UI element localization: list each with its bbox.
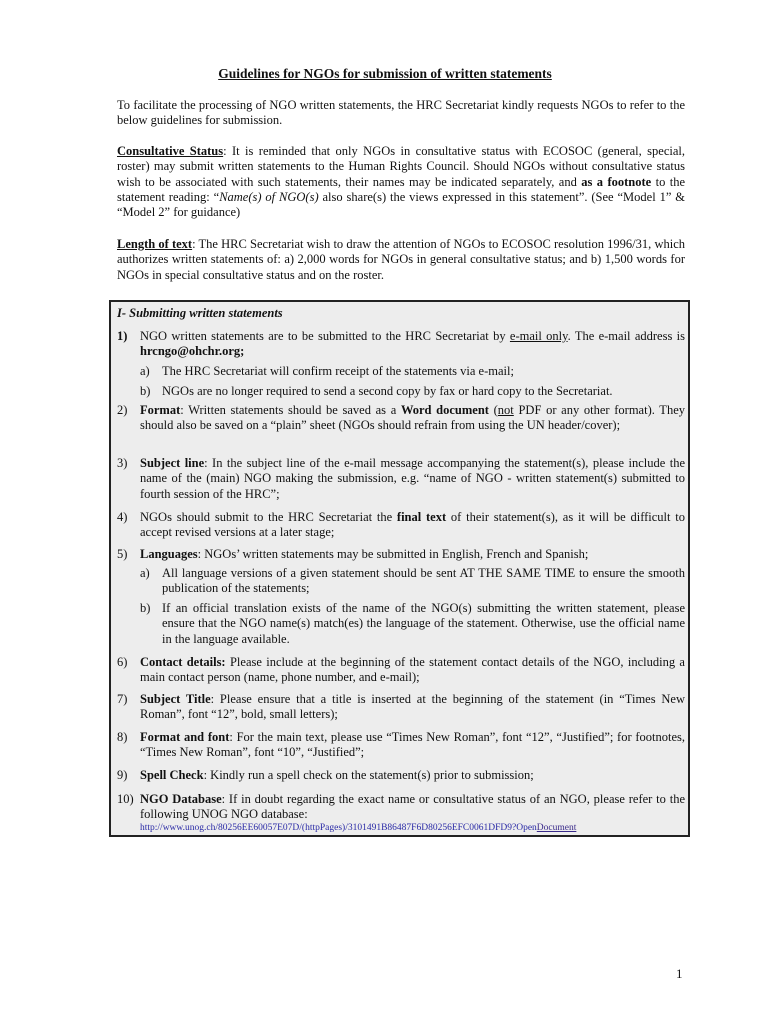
length-of-text-heading: Length of text — [117, 237, 193, 251]
document-page: Guidelines for NGOs for submission of written statements To facilitate the processing of NGO written statements, the HRC Secretariat kindly requests NGOs to refer to the below guidelines for submission. Consultative Status: It is reminded that only NGOs in consultative status with ECOSOC (general, special, roster) may submit written statements to the Human Rights Council. Should NGOs without consultative status wish to be associated with such statements, their names may be indicated separately, and as a footnote to the statement reading: “Name(s) of NGO(s) also share(s) the views expressed in this statement”. (See “Model 1” & “Model 2” for guidance) Length of text: The HRC Secretariat wish to draw the attention of NGOs to ECOSOC resolution 1996/31, which authorizes written statements of: a) 2,000 words for NGOs in general consultative status; and b) 1,500 words for NGOs in special consultative status and on the roster. I- Submitting written statements 1) NGO written statements are to be submitted to the HRC Secretariat by e-mail only. The e-mail address is hrcngo@ohchr.org; a) The HRC Secretariat will confirm receipt of the statements via e-mail; b) NGOs are no longer required to send a second copy by fax or hard copy to the Secretariat. 2) Format: Written statements should be saved as a Word document (not PDF or any other format). They should also be saved on a “plain” sheet (NGOs should refrain from using the UN header/cover); 3) Subject line: In the subject line of the e-mail message accompanying the statement(s), please include the name of the (main) NGO making the submission, e.g. “name of NGO - written statement(s) submitted to fourth session of the HRC”; 4) NGOs should submit to the HRC Secretariat the final text of their statement(s), as it will be difficult to accept revised versions at a later stage; 5) Languages: NGOs’ written statements may be submitted in English, French and Spanish; a) All language versions of a given statement should be sent AT THE SAME TIME to ensure the smooth publication of the statements; b) If an official translation exists of the name of the NGO(s) submitting the written statement, please ensure that the NGO name(s) match(es) the language of the statement. Otherwise, use the official name in the language available. 6) Contact details: Please include at the beginning of the statement contact details of the NGO, including a main contact person (name, phone number, and e-mail); 7) Subject Title: Please ensure that a title is inserted at the beginning of the statement (in “Times New Roman”, font “12”, bold, small letters); 8) Format and font: For the main text, please use “Times New Roman”, font “12”, “Justified”; for footnotes, “Times New Roman”, font “10”, “Justified”; 9) Spell Check: Kindly run a spell check on the statement(s) prior to submission; 10) NGO Database: If in doubt regarding the exact name or consultative status of an NGO, please refer to the following UNOG NGO database: http://www.unog.ch/80256EE60057E07D/(httpPages)/3101491B86487F6D80256EFC0061DFD9?OpenDocument 1 — [0, 0, 770, 1024]
consultative-status-heading: Consultative Status — [117, 144, 224, 158]
page-number: 1 — [676, 966, 683, 981]
ngo-database-link[interactable]: http://www.unog.ch/80256EE60057E07D/(httpPages)/3101491B86487F6D80256EFC0061DFD9?OpenDocument — [140, 823, 577, 833]
intro-paragraph: To facilitate the processing of NGO written statements, the HRC Secretariat kindly requests NGOs to refer to the below guidelines for submission. — [117, 98, 685, 128]
page-title: Guidelines for NGOs for submission of written statements — [218, 66, 552, 81]
email-address[interactable]: hrcngo@ohchr.org; — [140, 344, 245, 359]
consultative-status-paragraph: Consultative Status: It is reminded that only NGOs in consultative status with ECOSOC (general, special, roster) may submit written statements to the Human Rights Council. Should NGOs without consultative status wish to be associated with such statements, their names may be indicated separately, and as a footnote to the statement reading: “Name(s) of NGO(s) also share(s) the views expressed in this statement”. (See “Model 1” & “Model 2” for guidance) — [117, 144, 685, 220]
box-title: I- Submitting written statements — [117, 306, 283, 320]
email-only-link[interactable]: e-mail only — [509, 329, 568, 343]
length-of-text-paragraph: Length of text: The HRC Secretariat wish to draw the attention of NGOs to ECOSOC resolution 1996/31, which authorizes written statements of: a) 2,000 words for NGOs in general consultative status; and b) 1,500 words for NGOs in special consultative status and on the roster. — [117, 237, 685, 282]
